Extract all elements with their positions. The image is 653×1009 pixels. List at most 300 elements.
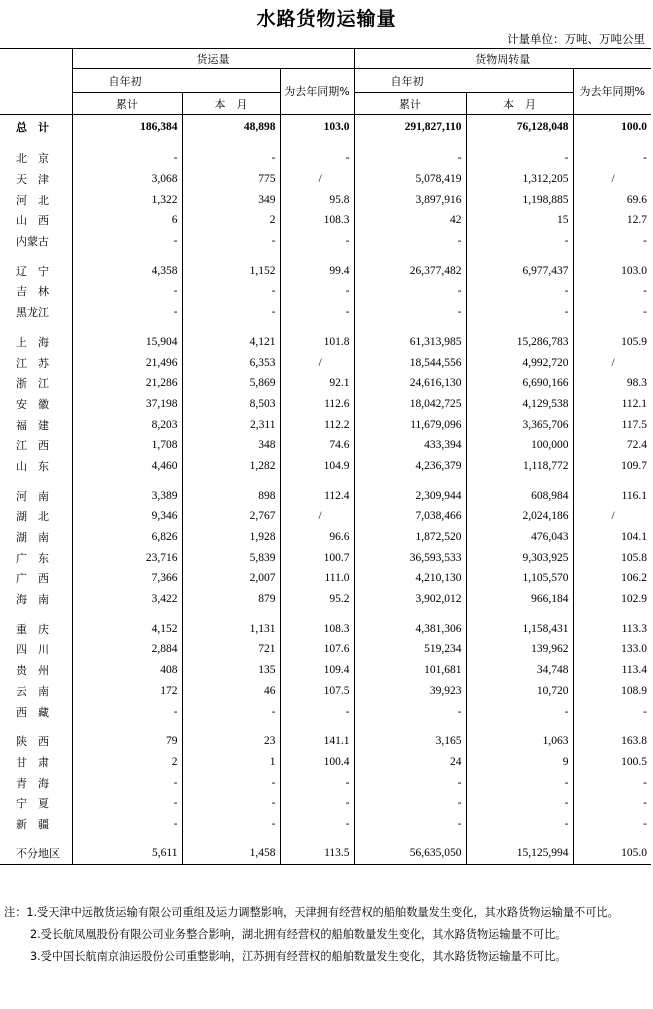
- header-turnover-month: 本 月: [466, 93, 573, 115]
- header-turnover-ytd: 自年初: [354, 69, 573, 93]
- region-name: 福 建: [16, 418, 49, 432]
- region-name: 广 西: [16, 572, 49, 586]
- freight-month-cell: 2: [182, 210, 280, 231]
- spacer-cell: [354, 476, 466, 485]
- footnote-1: 注：1.受天津中远散货运输有限公司重组及运力调整影响，天津拥有经营权的船舶数量发生变化，其水路货物运输量不可比。: [4, 906, 619, 919]
- turnover-ytd-cell: 3,165: [354, 731, 466, 752]
- turnover-month-cell: 10,720: [466, 681, 573, 702]
- turnover-ytd-cell: 519,234: [354, 639, 466, 660]
- region-name: 辽 宁: [16, 264, 49, 278]
- header-freight-pct: 为去年同期%: [280, 69, 354, 115]
- table-row: [0, 260, 651, 281]
- spacer-cell: [466, 323, 573, 332]
- freight-pct-cell: 92.1: [280, 373, 354, 394]
- freight-ytd-cell: 9,346: [72, 506, 182, 527]
- spacer-row: [0, 323, 651, 332]
- turnover-pct-cell: 103.0: [573, 260, 651, 281]
- freight-month-cell: -: [182, 281, 280, 302]
- turnover-pct-cell: 105.9: [573, 332, 651, 353]
- turnover-pct-cell: 100.0: [573, 115, 651, 140]
- turnover-ytd-cell: 4,236,379: [354, 456, 466, 477]
- spacer-cell: [182, 323, 280, 332]
- turnover-pct-cell: 105.8: [573, 547, 651, 568]
- freight-month-cell: 898: [182, 485, 280, 506]
- header-blank: [0, 69, 72, 93]
- turnover-pct-cell: 105.0: [573, 842, 651, 865]
- turnover-month-cell: 476,043: [466, 527, 573, 548]
- freight-pct-cell: 112.6: [280, 394, 354, 415]
- region-name: 浙 江: [16, 377, 49, 391]
- table-row: [0, 435, 651, 456]
- turnover-ytd-cell: 433,394: [354, 435, 466, 456]
- turnover-month-cell: 139,962: [466, 639, 573, 660]
- spacer-cell: [573, 323, 651, 332]
- freight-ytd-cell: 23,716: [72, 547, 182, 568]
- turnover-pct-cell: -: [573, 772, 651, 793]
- turnover-ytd-cell: 26,377,482: [354, 260, 466, 281]
- header-freight-month: 本 月: [182, 93, 280, 115]
- spacer-cell: [466, 722, 573, 731]
- spacer-cell: [466, 609, 573, 618]
- table-row: [0, 352, 651, 373]
- region-name: 青 海: [16, 776, 49, 790]
- table-row: [0, 842, 651, 865]
- freight-ytd-cell: -: [72, 302, 182, 323]
- region-name: 四 川: [16, 643, 49, 657]
- region-name: 西 藏: [16, 705, 49, 719]
- turnover-ytd-cell: 56,635,050: [354, 842, 466, 865]
- turnover-month-cell: 1,105,570: [466, 568, 573, 589]
- freight-pct-cell: 112.2: [280, 414, 354, 435]
- unit-label: 计量单位：万吨、万吨公里: [507, 32, 645, 46]
- turnover-ytd-cell: -: [354, 148, 466, 169]
- table-row: [0, 485, 651, 506]
- turnover-ytd-cell: -: [354, 772, 466, 793]
- turnover-pct-cell: -: [573, 231, 651, 252]
- freight-ytd-cell: -: [72, 814, 182, 835]
- header-freight: 货运量: [72, 49, 354, 69]
- freight-ytd-cell: 3,068: [72, 169, 182, 190]
- table-row: [0, 115, 651, 140]
- region-name: 安 徽: [16, 397, 49, 411]
- turnover-pct-cell: 106.2: [573, 568, 651, 589]
- turnover-month-cell: 2,024,186: [466, 506, 573, 527]
- spacer-cell: [72, 609, 182, 618]
- turnover-pct-cell: 112.1: [573, 394, 651, 415]
- table-row: [0, 506, 651, 527]
- freight-pct-cell: 141.1: [280, 731, 354, 752]
- freight-ytd-cell: 1,322: [72, 189, 182, 210]
- region-name: 北 京: [16, 152, 49, 166]
- turnover-month-cell: 15: [466, 210, 573, 231]
- region-name: 陕 西: [16, 735, 49, 749]
- freight-ytd-cell: 1,708: [72, 435, 182, 456]
- turnover-month-cell: 76,128,048: [466, 115, 573, 140]
- freight-pct-cell: -: [280, 148, 354, 169]
- freight-pct-cell: -: [280, 302, 354, 323]
- spacer-row: [0, 609, 651, 618]
- region-name: 山 东: [16, 459, 49, 473]
- spacer-cell: [0, 139, 72, 148]
- region-name: 江 苏: [16, 356, 49, 370]
- freight-month-cell: 1,282: [182, 456, 280, 477]
- region-name: 不分地区: [0, 842, 72, 865]
- freight-pct-cell: /: [280, 169, 354, 190]
- turnover-month-cell: 6,977,437: [466, 260, 573, 281]
- turnover-ytd-cell: 36,593,533: [354, 547, 466, 568]
- header-freight-cumulative: 累计: [72, 93, 182, 115]
- spacer-cell: [354, 722, 466, 731]
- freight-ytd-cell: -: [72, 231, 182, 252]
- turnover-pct-cell: /: [573, 506, 651, 527]
- region-name: 云 南: [16, 684, 49, 698]
- spacer-cell: [573, 139, 651, 148]
- spacer-cell: [466, 834, 573, 842]
- region-name: 宁 夏: [16, 797, 49, 811]
- freight-pct-cell: /: [280, 352, 354, 373]
- turnover-pct-cell: 133.0: [573, 639, 651, 660]
- region-name: 湖 北: [16, 510, 49, 524]
- region-name: 河 南: [16, 489, 49, 503]
- freight-ytd-cell: -: [72, 281, 182, 302]
- turnover-ytd-cell: -: [354, 231, 466, 252]
- turnover-pct-cell: -: [573, 148, 651, 169]
- turnover-ytd-cell: -: [354, 814, 466, 835]
- table-row: [0, 752, 651, 773]
- turnover-month-cell: -: [466, 148, 573, 169]
- spacer-cell: [182, 476, 280, 485]
- spacer-cell: [72, 139, 182, 148]
- freight-month-cell: -: [182, 302, 280, 323]
- table-row: [0, 332, 651, 353]
- turnover-month-cell: 608,984: [466, 485, 573, 506]
- spacer-cell: [72, 476, 182, 485]
- region-name: 江 西: [16, 439, 49, 453]
- region-name: 河 北: [16, 193, 49, 207]
- turnover-pct-cell: -: [573, 281, 651, 302]
- turnover-pct-cell: -: [573, 701, 651, 722]
- freight-ytd-cell: 2: [72, 752, 182, 773]
- region-name: 天 津: [16, 173, 49, 187]
- turnover-ytd-cell: 24: [354, 752, 466, 773]
- freight-pct-cell: 101.8: [280, 332, 354, 353]
- page-title: 水路货物运输量: [256, 8, 397, 30]
- spacer-cell: [466, 251, 573, 260]
- spacer-cell: [0, 251, 72, 260]
- turnover-ytd-cell: 39,923: [354, 681, 466, 702]
- header-turnover-pct: 为去年同期%: [573, 69, 651, 115]
- freight-ytd-cell: 21,496: [72, 352, 182, 373]
- spacer-cell: [354, 323, 466, 332]
- table-row: [0, 373, 651, 394]
- turnover-pct-cell: 100.5: [573, 752, 651, 773]
- spacer-cell: [182, 722, 280, 731]
- freight-month-cell: 46: [182, 681, 280, 702]
- turnover-month-cell: 34,748: [466, 660, 573, 681]
- freight-pct-cell: 100.7: [280, 547, 354, 568]
- turnover-pct-cell: 117.5: [573, 414, 651, 435]
- freight-month-cell: 23: [182, 731, 280, 752]
- table-row: [0, 169, 651, 190]
- freight-pct-cell: 95.8: [280, 189, 354, 210]
- table-row: [0, 148, 651, 169]
- freight-ytd-cell: 37,198: [72, 394, 182, 415]
- table-row: [0, 302, 651, 323]
- freight-pct-cell: 103.0: [280, 115, 354, 140]
- turnover-ytd-cell: 11,679,096: [354, 414, 466, 435]
- freight-pct-cell: -: [280, 231, 354, 252]
- turnover-month-cell: -: [466, 281, 573, 302]
- freight-month-cell: 2,767: [182, 506, 280, 527]
- region-name: 新 疆: [16, 817, 49, 831]
- freight-month-cell: 5,839: [182, 547, 280, 568]
- freight-pct-cell: 112.4: [280, 485, 354, 506]
- turnover-month-cell: 100,000: [466, 435, 573, 456]
- turnover-pct-cell: 163.8: [573, 731, 651, 752]
- freight-month-cell: 2,311: [182, 414, 280, 435]
- header-corner: [0, 49, 72, 69]
- turnover-pct-cell: 113.3: [573, 618, 651, 639]
- spacer-cell: [72, 722, 182, 731]
- freight-pct-cell: 108.3: [280, 210, 354, 231]
- freight-ytd-cell: 4,152: [72, 618, 182, 639]
- spacer-cell: [72, 251, 182, 260]
- table-row: [0, 589, 651, 610]
- freight-ytd-cell: 186,384: [72, 115, 182, 140]
- spacer-cell: [280, 251, 354, 260]
- turnover-ytd-cell: 101,681: [354, 660, 466, 681]
- turnover-month-cell: -: [466, 814, 573, 835]
- turnover-month-cell: -: [466, 701, 573, 722]
- turnover-pct-cell: -: [573, 302, 651, 323]
- turnover-month-cell: 4,992,720: [466, 352, 573, 373]
- turnover-ytd-cell: -: [354, 701, 466, 722]
- table-row: [0, 456, 651, 477]
- table-row: [0, 189, 651, 210]
- freight-pct-cell: 107.5: [280, 681, 354, 702]
- turnover-ytd-cell: 61,313,985: [354, 332, 466, 353]
- table-row: [0, 772, 651, 793]
- freight-month-cell: 5,869: [182, 373, 280, 394]
- freight-pct-cell: -: [280, 793, 354, 814]
- turnover-ytd-cell: 291,827,110: [354, 115, 466, 140]
- freight-ytd-cell: 408: [72, 660, 182, 681]
- freight-pct-cell: 74.6: [280, 435, 354, 456]
- freight-pct-cell: 113.5: [280, 842, 354, 865]
- turnover-ytd-cell: 3,902,012: [354, 589, 466, 610]
- freight-month-cell: 8,503: [182, 394, 280, 415]
- header-turnover: 货物周转量: [354, 49, 651, 69]
- table-row: [0, 639, 651, 660]
- spacer-cell: [182, 251, 280, 260]
- spacer-cell: [0, 834, 72, 842]
- turnover-ytd-cell: 7,038,466: [354, 506, 466, 527]
- turnover-month-cell: 1,312,205: [466, 169, 573, 190]
- freight-ytd-cell: 4,358: [72, 260, 182, 281]
- spacer-cell: [182, 609, 280, 618]
- turnover-month-cell: 1,118,772: [466, 456, 573, 477]
- freight-pct-cell: 95.2: [280, 589, 354, 610]
- spacer-cell: [466, 476, 573, 485]
- spacer-cell: [0, 609, 72, 618]
- spacer-cell: [72, 834, 182, 842]
- freight-month-cell: -: [182, 231, 280, 252]
- freight-pct-cell: 107.6: [280, 639, 354, 660]
- turnover-month-cell: 4,129,538: [466, 394, 573, 415]
- turnover-pct-cell: 108.9: [573, 681, 651, 702]
- header-blank: [0, 93, 72, 115]
- table-row: [0, 618, 651, 639]
- freight-ytd-cell: 6: [72, 210, 182, 231]
- spacer-cell: [573, 609, 651, 618]
- freight-ytd-cell: -: [72, 793, 182, 814]
- spacer-cell: [0, 722, 72, 731]
- turnover-ytd-cell: -: [354, 281, 466, 302]
- turnover-pct-cell: /: [573, 169, 651, 190]
- region-name: 湖 南: [16, 531, 49, 545]
- freight-month-cell: 1,928: [182, 527, 280, 548]
- turnover-ytd-cell: 18,544,556: [354, 352, 466, 373]
- freight-pct-cell: 99.4: [280, 260, 354, 281]
- turnover-month-cell: 9,303,925: [466, 547, 573, 568]
- freight-month-cell: -: [182, 148, 280, 169]
- spacer-cell: [280, 323, 354, 332]
- turnover-month-cell: -: [466, 302, 573, 323]
- freight-ytd-cell: 8,203: [72, 414, 182, 435]
- turnover-month-cell: 966,184: [466, 589, 573, 610]
- turnover-ytd-cell: 4,381,306: [354, 618, 466, 639]
- turnover-month-cell: 9: [466, 752, 573, 773]
- turnover-ytd-cell: 5,078,419: [354, 169, 466, 190]
- table-row: [0, 660, 651, 681]
- turnover-month-cell: 1,158,431: [466, 618, 573, 639]
- freight-month-cell: 1: [182, 752, 280, 773]
- freight-month-cell: 775: [182, 169, 280, 190]
- table-row: [0, 814, 651, 835]
- freight-pct-cell: 108.3: [280, 618, 354, 639]
- spacer-cell: [280, 476, 354, 485]
- freight-month-cell: 6,353: [182, 352, 280, 373]
- region-name: 贵 州: [16, 664, 49, 678]
- turnover-ytd-cell: 2,309,944: [354, 485, 466, 506]
- freight-pct-cell: 104.9: [280, 456, 354, 477]
- freight-pct-cell: /: [280, 506, 354, 527]
- freight-month-cell: 349: [182, 189, 280, 210]
- table-row: [0, 701, 651, 722]
- freight-month-cell: 135: [182, 660, 280, 681]
- footnotes: [4, 904, 648, 970]
- spacer-cell: [182, 834, 280, 842]
- spacer-cell: [354, 609, 466, 618]
- turnover-ytd-cell: -: [354, 793, 466, 814]
- freight-ytd-cell: 15,904: [72, 332, 182, 353]
- spacer-cell: [0, 323, 72, 332]
- turnover-pct-cell: 98.3: [573, 373, 651, 394]
- region-name: 重 庆: [16, 622, 49, 636]
- region-name: 总 计: [0, 115, 72, 140]
- region-name: 海 南: [16, 593, 49, 607]
- freight-ytd-cell: -: [72, 701, 182, 722]
- table-row: [0, 568, 651, 589]
- header-turnover-cumulative: 累计: [354, 93, 466, 115]
- table-row: [0, 394, 651, 415]
- turnover-pct-cell: -: [573, 814, 651, 835]
- spacer-cell: [354, 139, 466, 148]
- freight-ytd-cell: 6,826: [72, 527, 182, 548]
- freight-pct-cell: 109.4: [280, 660, 354, 681]
- spacer-cell: [280, 609, 354, 618]
- region-name: 广 东: [16, 551, 49, 565]
- turnover-month-cell: 1,063: [466, 731, 573, 752]
- turnover-ytd-cell: 42: [354, 210, 466, 231]
- freight-pct-cell: -: [280, 701, 354, 722]
- turnover-pct-cell: 116.1: [573, 485, 651, 506]
- spacer-cell: [354, 834, 466, 842]
- freight-pct-cell: -: [280, 281, 354, 302]
- spacer-row: [0, 139, 651, 148]
- freight-month-cell: 48,898: [182, 115, 280, 140]
- spacer-cell: [182, 139, 280, 148]
- spacer-cell: [280, 834, 354, 842]
- spacer-cell: [72, 323, 182, 332]
- freight-ytd-cell: 2,884: [72, 639, 182, 660]
- freight-month-cell: -: [182, 701, 280, 722]
- turnover-pct-cell: -: [573, 793, 651, 814]
- freight-month-cell: 1,131: [182, 618, 280, 639]
- freight-ytd-cell: 5,611: [72, 842, 182, 865]
- freight-pct-cell: 100.4: [280, 752, 354, 773]
- turnover-ytd-cell: 18,042,725: [354, 394, 466, 415]
- freight-ytd-cell: 3,389: [72, 485, 182, 506]
- region-name: 甘 肃: [16, 755, 49, 769]
- freight-pct-cell: 111.0: [280, 568, 354, 589]
- turnover-month-cell: 1,198,885: [466, 189, 573, 210]
- freight-month-cell: 1,458: [182, 842, 280, 865]
- freight-month-cell: 1,152: [182, 260, 280, 281]
- spacer-cell: [354, 251, 466, 260]
- spacer-cell: [0, 476, 72, 485]
- freight-ytd-cell: 4,460: [72, 456, 182, 477]
- freight-month-cell: 348: [182, 435, 280, 456]
- spacer-cell: [466, 139, 573, 148]
- spacer-cell: [280, 139, 354, 148]
- table-row: [0, 281, 651, 302]
- freight-month-cell: 879: [182, 589, 280, 610]
- freight-ytd-cell: -: [72, 148, 182, 169]
- region-name: 上 海: [16, 335, 49, 349]
- table-row: [0, 547, 651, 568]
- table-row: [0, 210, 651, 231]
- turnover-pct-cell: 109.7: [573, 456, 651, 477]
- spacer-cell: [573, 722, 651, 731]
- turnover-month-cell: 15,125,994: [466, 842, 573, 865]
- turnover-ytd-cell: 3,897,916: [354, 189, 466, 210]
- table-row: [0, 731, 651, 752]
- turnover-pct-cell: /: [573, 352, 651, 373]
- freight-pct-cell: 96.6: [280, 527, 354, 548]
- freight-ytd-cell: 79: [72, 731, 182, 752]
- spacer-cell: [280, 722, 354, 731]
- turnover-month-cell: 15,286,783: [466, 332, 573, 353]
- table-row: [0, 793, 651, 814]
- turnover-month-cell: -: [466, 793, 573, 814]
- spacer-cell: [573, 251, 651, 260]
- turnover-ytd-cell: 4,210,130: [354, 568, 466, 589]
- turnover-pct-cell: 69.6: [573, 189, 651, 210]
- freight-month-cell: -: [182, 814, 280, 835]
- header-freight-ytd: 自年初: [72, 69, 280, 93]
- freight-ytd-cell: -: [72, 772, 182, 793]
